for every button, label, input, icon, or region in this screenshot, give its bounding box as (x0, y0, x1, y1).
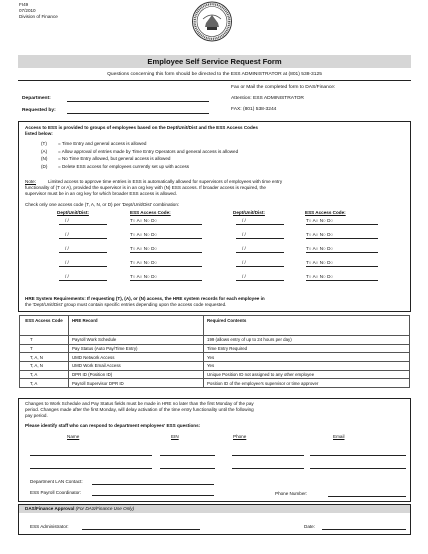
row-required-contents: Yes (204, 362, 410, 371)
dept-unit-dist-field[interactable]: / / (242, 218, 246, 223)
access-code-radio-group[interactable]: T○ A○ N○ D○ (130, 260, 158, 265)
access-code-description: = Allow approval of entries made by Time Entry Operators and general access is allowed (58, 148, 239, 154)
access-code-radio-group[interactable]: T○ A○ N○ D○ (306, 232, 334, 237)
approval-date-field[interactable] (322, 529, 406, 530)
table-row (20, 344, 410, 353)
form-date: 07/2010 (19, 8, 36, 13)
staff-email-field-2[interactable] (310, 468, 406, 469)
approval-note: (For DAS/Finance Use Only) (75, 506, 135, 511)
row-hre-record: DPR ID (Position ID) (69, 370, 204, 379)
state-seal-logo (191, 1, 233, 42)
row-required-contents: 199 (allows entry of up to 24 hours per day) (204, 336, 410, 345)
header-hre-record: HRE Record (69, 316, 204, 336)
access-code-underline (306, 252, 378, 253)
row-hre-record: Payroll Work Schedule (69, 336, 204, 345)
table-header-row (20, 316, 410, 336)
access-code-key: (T) (41, 141, 47, 146)
access-code-description: = Time Entry and general access is allowed (58, 141, 147, 146)
access-code-underline (130, 224, 202, 225)
dept-unit-dist-field[interactable]: / / (65, 260, 69, 265)
dept-unit-dist-underline (59, 238, 107, 239)
note-label: Note: (25, 179, 36, 184)
col-email: Email (333, 434, 345, 439)
form-subtitle: Questions concerning this form should be directed to the ESS ADMINISTRATOR at (801) 538-3125 (107, 72, 322, 77)
ess-admin-label: ESS Administrator: (30, 524, 69, 529)
table-row (20, 336, 410, 345)
dept-unit-dist-underline (236, 280, 284, 281)
row-access-code: T (20, 336, 69, 345)
phone-number-label: Phone Number: (275, 491, 308, 496)
table-row (20, 362, 410, 371)
access-code-radio-group[interactable]: T○ A○ N○ D○ (130, 274, 158, 279)
dept-unit-dist-field[interactable]: / / (65, 274, 69, 279)
col-name: Name (67, 434, 80, 439)
dept-unit-dist-underline (236, 238, 284, 239)
changes-line-1: Changes to Work Schedule and Pay Status fields must be made in HRE no later than the first Monday of the pay (25, 401, 254, 406)
fax-number: FAX: (801) 538-3244 (231, 107, 277, 112)
hre-requirements (25, 296, 405, 302)
dept-unit-dist-underline (59, 266, 107, 267)
header-access-code: ESS Access Code (20, 316, 69, 336)
changes-line-3: pay period. (25, 413, 48, 418)
staff-name-field-1[interactable] (30, 455, 152, 456)
access-code-underline (306, 224, 378, 225)
lan-contact-label: Department LAN Contact: (30, 479, 83, 484)
department-label: Department: (22, 96, 51, 101)
dept-unit-dist-field[interactable]: / / (65, 218, 69, 223)
staff-prompt: Please identify staff who can respond to department employees' ESS questions: (25, 423, 201, 428)
staff-name-field-2[interactable] (30, 468, 152, 469)
row-required-contents: Time Entry Required (204, 344, 410, 353)
staff-email-field-1[interactable] (310, 455, 406, 456)
dept-unit-dist-field[interactable]: / / (242, 246, 246, 251)
staff-phone-field-2[interactable] (232, 468, 304, 469)
col-ein: EIN (171, 434, 179, 439)
access-code-key: (A) (41, 148, 48, 154)
dept-unit-dist-field[interactable]: / / (242, 260, 246, 265)
row-hre-record: UMD Work Email Access (69, 362, 204, 371)
access-code-radio-group[interactable]: T○ A○ N○ D○ (306, 246, 334, 251)
row-access-code: T, A, N (20, 362, 69, 371)
hre-line-2: the 'Dept/Unit/Dist' group must contain specific entries depending upon the access code requested. (25, 302, 227, 307)
col-phone: Phone (233, 434, 247, 439)
staff-section (18, 398, 411, 502)
payroll-coordinator-label: ESS Payroll Coordinator: (30, 490, 82, 495)
payroll-coordinator-field[interactable] (92, 495, 214, 496)
dept-unit-dist-underline (59, 252, 107, 253)
access-code-underline (130, 252, 202, 253)
form-number: FI49 (19, 2, 29, 7)
note-line-2: functionality of (T or A), provided the supervisor is in an org key with (N) ESS access. If broader access is required, the (25, 185, 266, 190)
check-instruction: Check only one access code (T, A, N, or D) per 'Dept/Unit/Dist' combination: (25, 202, 180, 207)
lan-contact-field[interactable] (92, 484, 214, 485)
staff-phone-field-1[interactable] (232, 455, 304, 456)
access-heading-line1: Access to ESS is provided to groups of employees based on the Dept/Unit/Dist and the ESS Access Codes (25, 125, 258, 130)
row-required-contents: Yes (204, 353, 410, 362)
form-header-info (19, 2, 58, 20)
approval-title: DAS/Finance Approval (25, 506, 75, 511)
row-access-code: T, A, N (20, 353, 69, 362)
table-row (20, 379, 410, 388)
row-hre-record: Pay Status (Auto Pay/Time Entry) (69, 344, 204, 353)
changes-line-2: period. Changes made after the first Monday, will delay activation of the time entry functionality until the following (25, 407, 254, 412)
col-dept-1: Dept/Unit/Dist: (57, 210, 89, 215)
dept-unit-dist-underline (236, 266, 284, 267)
form-title: Employee Self Service Request Form (18, 55, 411, 68)
phone-number-field[interactable] (328, 496, 406, 497)
dept-unit-dist-underline (59, 224, 107, 225)
dept-unit-dist-field[interactable]: / / (242, 274, 246, 279)
dept-unit-dist-underline (236, 224, 284, 225)
access-code-radio-group[interactable]: T○ A○ N○ D○ (130, 232, 158, 237)
divider (18, 80, 411, 81)
dept-unit-dist-underline (236, 252, 284, 253)
approval-heading (25, 506, 134, 512)
note-line-3: supervisor must be in an org key for which broader ESS access is allowed. (25, 191, 177, 196)
access-code-radio-group[interactable]: T○ A○ N○ D○ (130, 246, 158, 251)
dept-unit-dist-underline (59, 280, 107, 281)
requested-by-field[interactable] (67, 113, 209, 114)
row-hre-record: UMD Network Access (69, 353, 204, 362)
access-code-underline (306, 280, 378, 281)
staff-ein-field-1[interactable] (160, 455, 215, 456)
row-required-contents: Position ID of the employee's supervisor or time approver (204, 379, 410, 388)
fax-attention: Attention: ESS ADMINISTRATOR (231, 96, 304, 101)
access-code-underline (306, 238, 378, 239)
access-code-description: = No Time Entry allowed, but general access is allowed (58, 156, 171, 162)
row-required-contents: Unique Position ID not assigned to any other employee (204, 370, 410, 379)
access-code-underline (130, 238, 202, 239)
header-required-contents: Required Contents (204, 316, 410, 336)
row-access-code: T, A (20, 379, 69, 388)
note-line-1: Limited access to approve time entries in ESS is automatically allowed for supervisors of employees with time entry (48, 179, 283, 184)
requested-by-label: Requested by: (22, 108, 56, 113)
access-code-key: (N) (41, 156, 48, 162)
access-code-radio-group[interactable]: T○ A○ N○ D○ (306, 260, 334, 265)
requirements-table (19, 315, 410, 388)
access-code-radio-group[interactable]: T○ A○ N○ D○ (306, 274, 334, 279)
access-code-underline (130, 280, 202, 281)
row-access-code: T (20, 344, 69, 353)
staff-ein-field-2[interactable] (160, 468, 215, 469)
access-heading-line2: listed below: (25, 131, 53, 136)
row-access-code: T, A (20, 370, 69, 379)
hre-line-1: HRE System Requirements: If requesting (T), (A), or (N) access, the HRE system records for each employee in (25, 296, 265, 301)
division-name: Division of Finance (19, 14, 58, 19)
dept-unit-dist-field[interactable]: / / (242, 232, 246, 237)
department-field[interactable] (67, 101, 209, 102)
access-code-description: = Delete ESS access for employees currently set up with access (58, 163, 190, 169)
access-code-underline (130, 266, 202, 267)
col-code-1: ESS Access Code: (130, 210, 171, 215)
col-dept-2: Dept/Unit/Dist: (233, 210, 265, 215)
access-code-radio-group[interactable]: T○ A○ N○ D○ (130, 218, 158, 223)
col-code-2: ESS Access Code: (305, 210, 346, 215)
row-hre-record: Payroll Supervisor DPR ID (69, 379, 204, 388)
table-row (20, 353, 410, 362)
dept-unit-dist-field[interactable]: / / (65, 232, 69, 237)
access-code-radio-group[interactable]: T○ A○ N○ D○ (306, 218, 334, 223)
access-code-key: (D) (41, 163, 48, 169)
table-row (20, 370, 410, 379)
ess-admin-field[interactable] (82, 529, 200, 530)
fax-instructions: Fax or Mail the completed form to DAS/Finance: (231, 85, 336, 90)
access-code-underline (306, 266, 378, 267)
approval-date-label: Date: (304, 524, 315, 529)
dept-unit-dist-field[interactable]: / / (65, 246, 69, 251)
